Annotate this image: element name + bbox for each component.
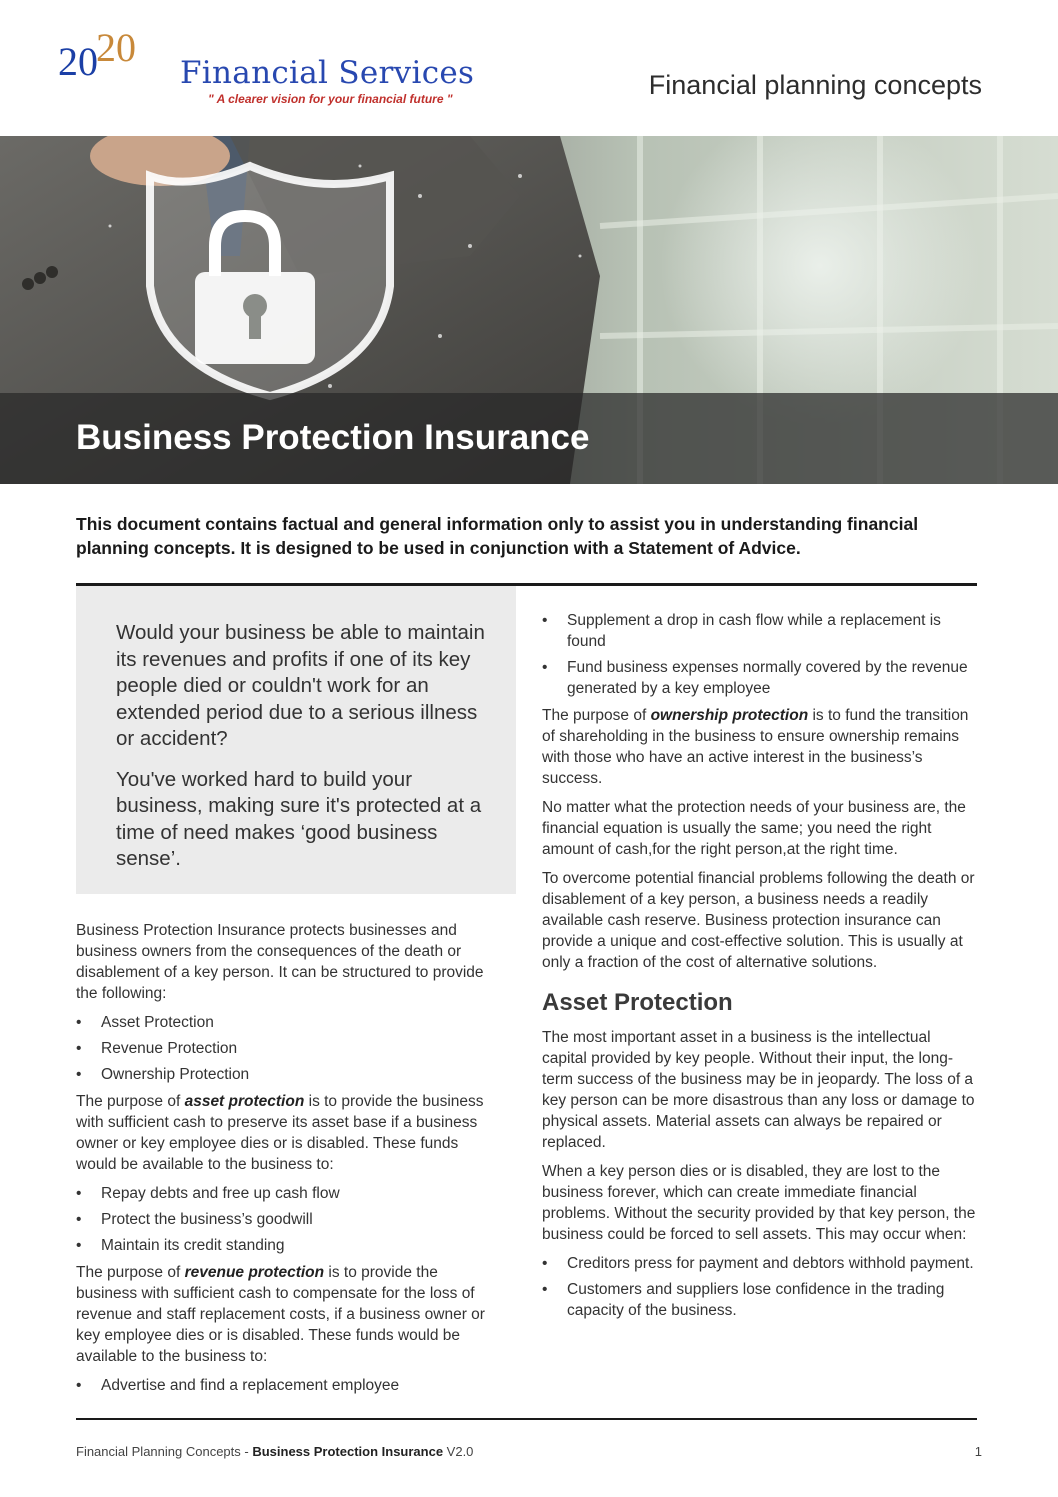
text-run: The purpose of — [76, 1093, 185, 1110]
list-item: • Protect the business’s goodwill — [76, 1209, 496, 1230]
body-paragraph: To overcome potential financial problems following the death or disablement of a key person, a business needs a readily available cash reserve. Business protection insurance can provide a unique and cost-effective solution. This is usually at only a fraction of the cost of alternative solutions. — [542, 870, 975, 971]
page-title: Business Protection Insurance — [76, 418, 590, 457]
emphasis-term: asset protection — [184, 1093, 305, 1110]
body-paragraph: No matter what the protection needs of your business are, the financial equation is usually the same; you need the right amount of cash,for the right person,at the right time. — [542, 799, 966, 858]
company-logo — [58, 25, 498, 116]
logo-digits-first: 20 — [58, 39, 98, 84]
page-number: 1 — [974, 1444, 982, 1459]
left-column — [76, 920, 496, 1402]
bullet-list — [542, 610, 978, 699]
callout-paragraph: You've worked hard to build your business, making sure it's protected at a time of need makes ‘good business sense’. — [116, 767, 482, 870]
body-paragraph: When a key person dies or is disabled, they are lost to the business forever, which can create immediate financial problems. Without the security provided by that key person, the business could be forced to sell assets. This may occur when: — [542, 1163, 976, 1243]
bullet-list — [76, 1375, 496, 1396]
list-item: • Maintain its credit standing — [76, 1235, 496, 1256]
list-item: • Customers and suppliers lose confidence in the trading capacity of the business. — [542, 1279, 978, 1321]
bullet-list — [76, 1012, 496, 1085]
list-item: • Supplement a drop in cash flow while a replacement is found — [542, 610, 978, 652]
list-item: • Fund business expenses normally covered by the revenue generated by a key employee — [542, 657, 978, 699]
logo-company-name: Financial Services — [180, 55, 475, 91]
body-paragraph: Business Protection Insurance protects businesses and business owners from the consequences of the death or disablement of a key person. It can be structured to provide the following: — [76, 922, 484, 1002]
footer-version: V2.0 — [443, 1444, 474, 1459]
bullet-list — [76, 1183, 496, 1256]
footer-prefix: Financial Planning Concepts - — [76, 1444, 253, 1459]
logo-tagline: " A clearer vision for your financial future " — [208, 92, 453, 106]
footer-text — [76, 1444, 473, 1459]
bullet-list — [542, 1253, 978, 1321]
callout-box — [76, 586, 516, 894]
emphasis-term: ownership protection — [650, 707, 809, 724]
body-paragraph — [76, 1091, 496, 1175]
text-run: The purpose of — [76, 1264, 185, 1281]
body-paragraph — [76, 1262, 496, 1367]
list-item: • Asset Protection — [76, 1012, 496, 1033]
intro-statement: This document contains factual and general information only to assist you in understanding financial planning concepts. It is designed to be used in conjunction with a Statement of Advice. — [76, 514, 919, 558]
footer-doc-title: Business Protection Insurance — [252, 1444, 444, 1459]
section-label: Financial planning concepts — [648, 70, 982, 100]
text-run: is to fund the transition of shareholding in the business to ensure ownership remains with those who have an active interest in the business’s success. — [542, 707, 969, 787]
logo-mark — [58, 25, 138, 84]
text-run: is to provide the business with sufficient cash to preserve its asset base if a business owner or key employee dies or is disabled. These funds would be available to the business to: — [76, 1093, 484, 1173]
body-paragraph: The most important asset in a business is the intellectual capital provided by key people. Without their input, the long-term success of the business may be in jeopardy. The loss of a key person can be more disastrous than any loss or damage to physical assets. Material assets can always be repaired or replaced. — [542, 1029, 975, 1151]
text-run: The purpose of — [542, 707, 651, 724]
list-item: • Revenue Protection — [76, 1038, 496, 1059]
list-item: • Repay debts and free up cash flow — [76, 1183, 496, 1204]
list-item: • Ownership Protection — [76, 1064, 496, 1085]
list-item: • Advertise and find a replacement employee — [76, 1375, 496, 1396]
section-heading: Asset Protection — [542, 989, 733, 1016]
list-item: • Creditors press for payment and debtors withhold payment. — [542, 1253, 978, 1274]
callout-paragraph: Would your business be able to maintain its revenues and profits if one of its key people died or couldn't work for an extended period due to a serious illness or accident? — [116, 621, 485, 750]
body-paragraph — [542, 705, 978, 789]
logo-digits-second: 20 — [96, 25, 136, 70]
right-column — [542, 610, 978, 1327]
emphasis-term: revenue protection — [184, 1264, 325, 1281]
hero-banner — [0, 136, 1058, 484]
divider-bottom — [76, 1418, 977, 1420]
text-run: is to provide the business with sufficient cash to compensate for the loss of revenue and staff replacement costs, if a business owner or key employee dies or is disabled. These funds would be available to the business to: — [76, 1264, 485, 1365]
